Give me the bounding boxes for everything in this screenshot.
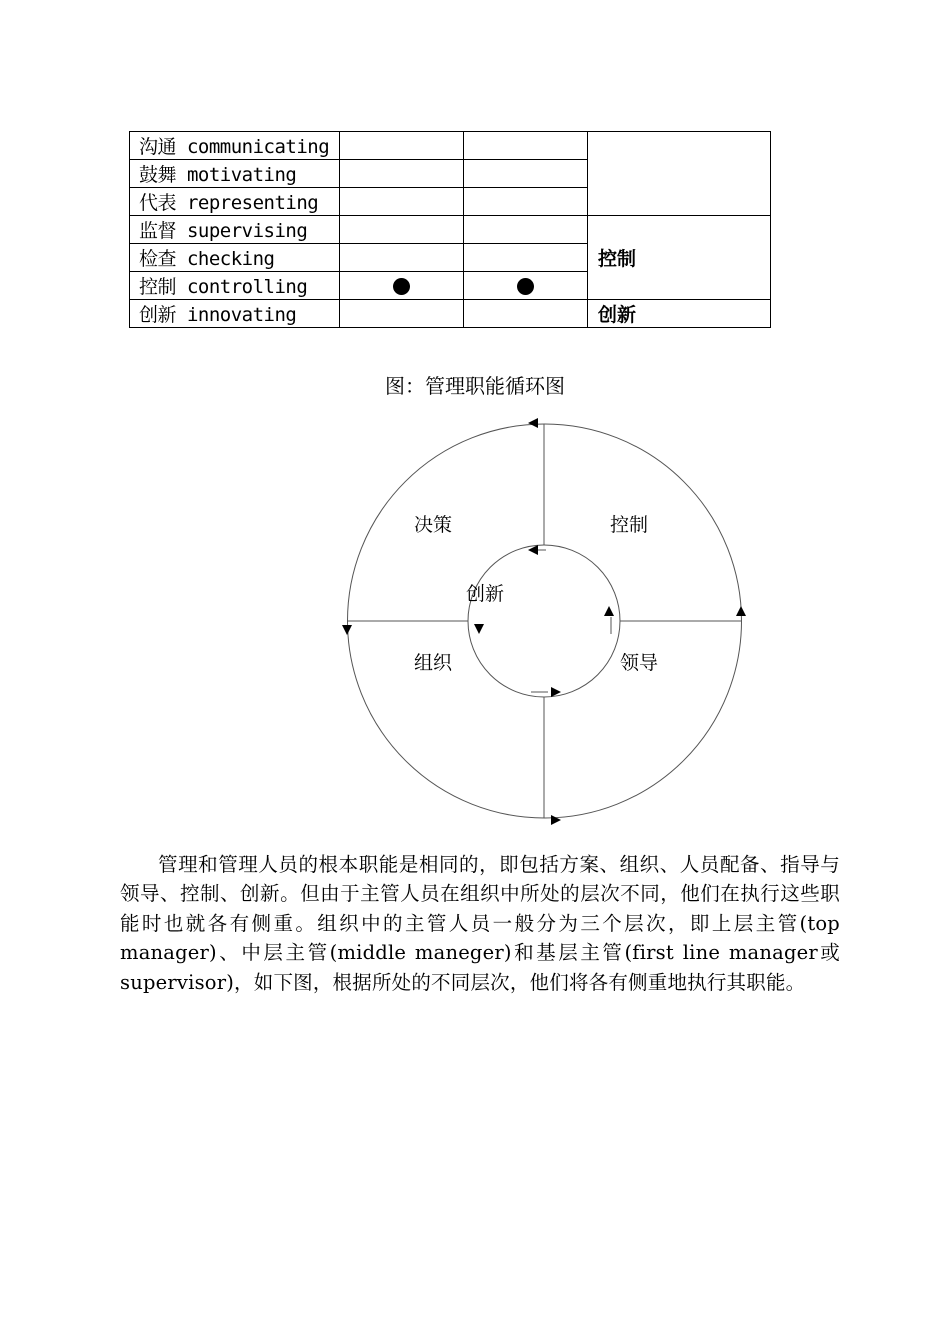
row-label: 鼓舞 motivating: [130, 160, 340, 188]
cell: [464, 188, 588, 216]
cell: [340, 272, 464, 300]
cell: [464, 132, 588, 160]
group-cell: [588, 132, 771, 216]
label-organize: 组织: [414, 652, 453, 674]
table-row: [130, 300, 771, 328]
label-decision: 决策: [414, 514, 453, 536]
cell: [464, 300, 588, 328]
cell: [464, 244, 588, 272]
paragraph-text: 管理和管理人员的根本职能是相同的，即包括方案、组织、人员配备、指导与领导、控制、创新。但由于主管人员在组织中所处的层次不同，他们在执行这些职能时也就各有侧重。组织中的主管人员一般分为三个层次，即上层主管(top manager)、中层主管(middle maneger)和基层主管(first line manager或 supervisor)，如下图，根据所处的不同层次，他们将各有侧重地执行其职能。: [120, 853, 840, 994]
figure-caption: 图：管理职能循环图: [385, 374, 565, 398]
arrow-icon: [528, 418, 538, 428]
management-cycle-diagram: [330, 410, 760, 835]
cell: [464, 216, 588, 244]
row-label: 沟通 communicating: [130, 132, 340, 160]
row-label: 检查 checking: [130, 244, 340, 272]
cell: [340, 188, 464, 216]
row-label: 创新 innovating: [130, 300, 340, 328]
cell: [340, 160, 464, 188]
label-innovation: 创新: [466, 583, 505, 605]
arrow-icon: [342, 625, 352, 635]
label-lead: 领导: [620, 652, 659, 674]
group-cell-innovation: 创新: [588, 300, 771, 328]
cell: [340, 216, 464, 244]
cell: [464, 160, 588, 188]
row-label: 监督 supervising: [130, 216, 340, 244]
group-cell-control: 控制: [588, 216, 771, 300]
table-row: [130, 216, 771, 244]
row-label: 控制 controlling: [130, 272, 340, 300]
function-table: [129, 131, 771, 328]
inner-ring: [468, 545, 620, 697]
arrow-icon: [604, 606, 614, 616]
filled-dot-icon: [393, 278, 410, 295]
arrow-icon: [474, 624, 484, 634]
cell: [464, 272, 588, 300]
arrow-icon: [736, 606, 746, 616]
cell: [340, 132, 464, 160]
label-control: 控制: [610, 514, 649, 536]
body-paragraph: [120, 850, 840, 997]
cell: [340, 244, 464, 272]
cell: [340, 300, 464, 328]
arrow-icon: [551, 815, 561, 825]
row-label: 代表 representing: [130, 188, 340, 216]
filled-dot-icon: [517, 278, 534, 295]
table-row: [130, 132, 771, 160]
